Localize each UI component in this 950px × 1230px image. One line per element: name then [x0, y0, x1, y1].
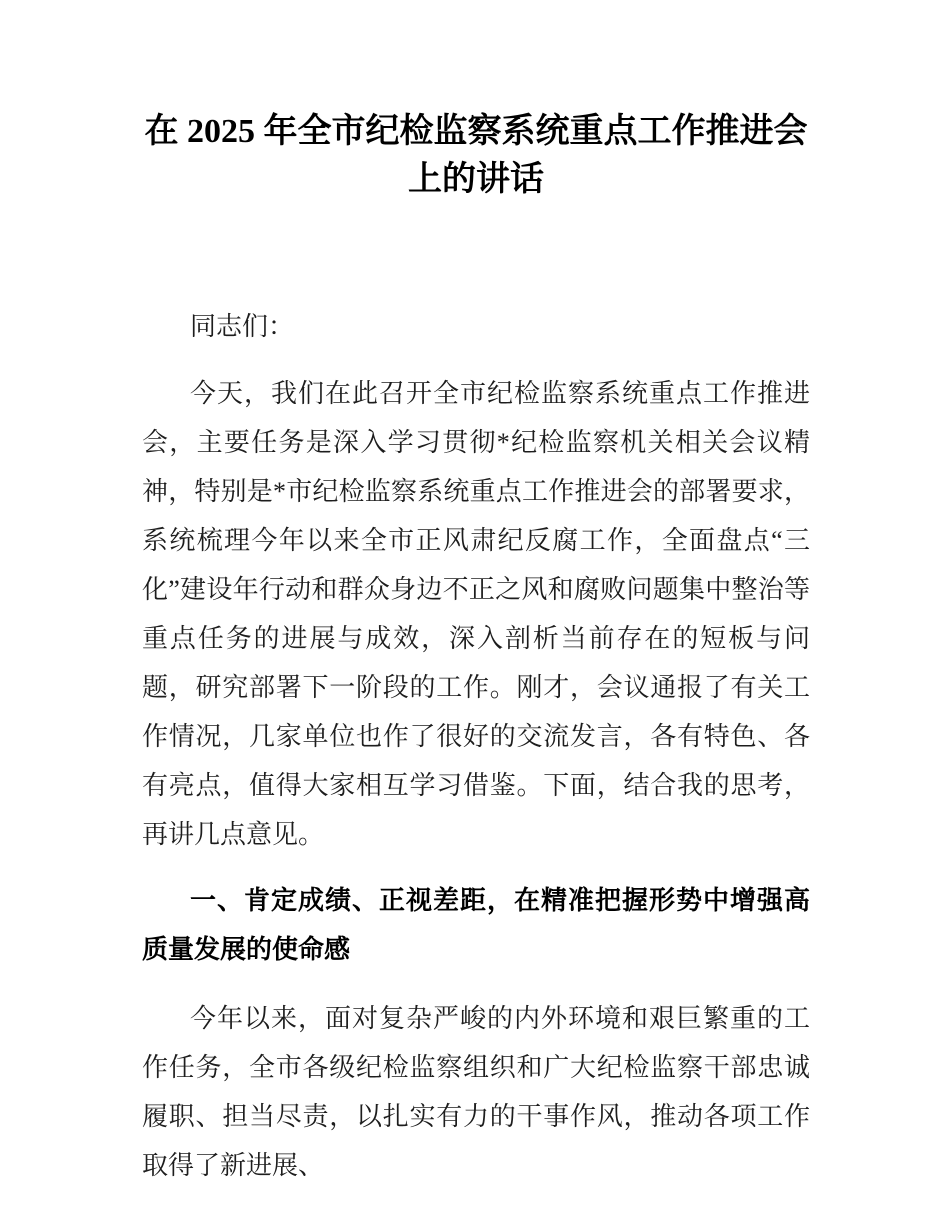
section-1-paragraph: 今年以来，面对复杂严峻的内外环境和艰巨繁重的工作任务，全市各级纪检监察组织和广大纪检监察干部忠诚履职、担当尽责，以扎实有力的干事作风，推动各项工作取得了新进展、 [142, 1004, 810, 1180]
section-1-heading: 一、肯定成绩、正视差距，在精准把握形势中增强高质量发展的使命感 [142, 885, 810, 964]
opening-paragraph: 今天，我们在此召开全市纪检监察系统重点工作推进会，主要任务是深入学习贯彻*纪检监察机关相关会议精神，特别是*市纪检监察系统重点工作推进会的部署要求，系统梳理今年以来全市正风肃纪反腐工作，全面盘点“三化”建设年行动和群众身边不正之风和腐败问题集中整治等重点任务的进展与成效，深入剖析当前存在的短板与问题，研究部署下一阶段的工作。刚才，会议通报了有关工作情况，几家单位也作了很好的交流发言，各有特色、各有亮点，值得大家相互学习借鉴。下面，结合我的思考，再讲几点意见。 [142, 379, 810, 849]
document-title: 在 2025 年全市纪检监察系统重点工作推进会上的讲话 [144, 113, 808, 198]
greeting-line: 同志们： [190, 312, 295, 341]
